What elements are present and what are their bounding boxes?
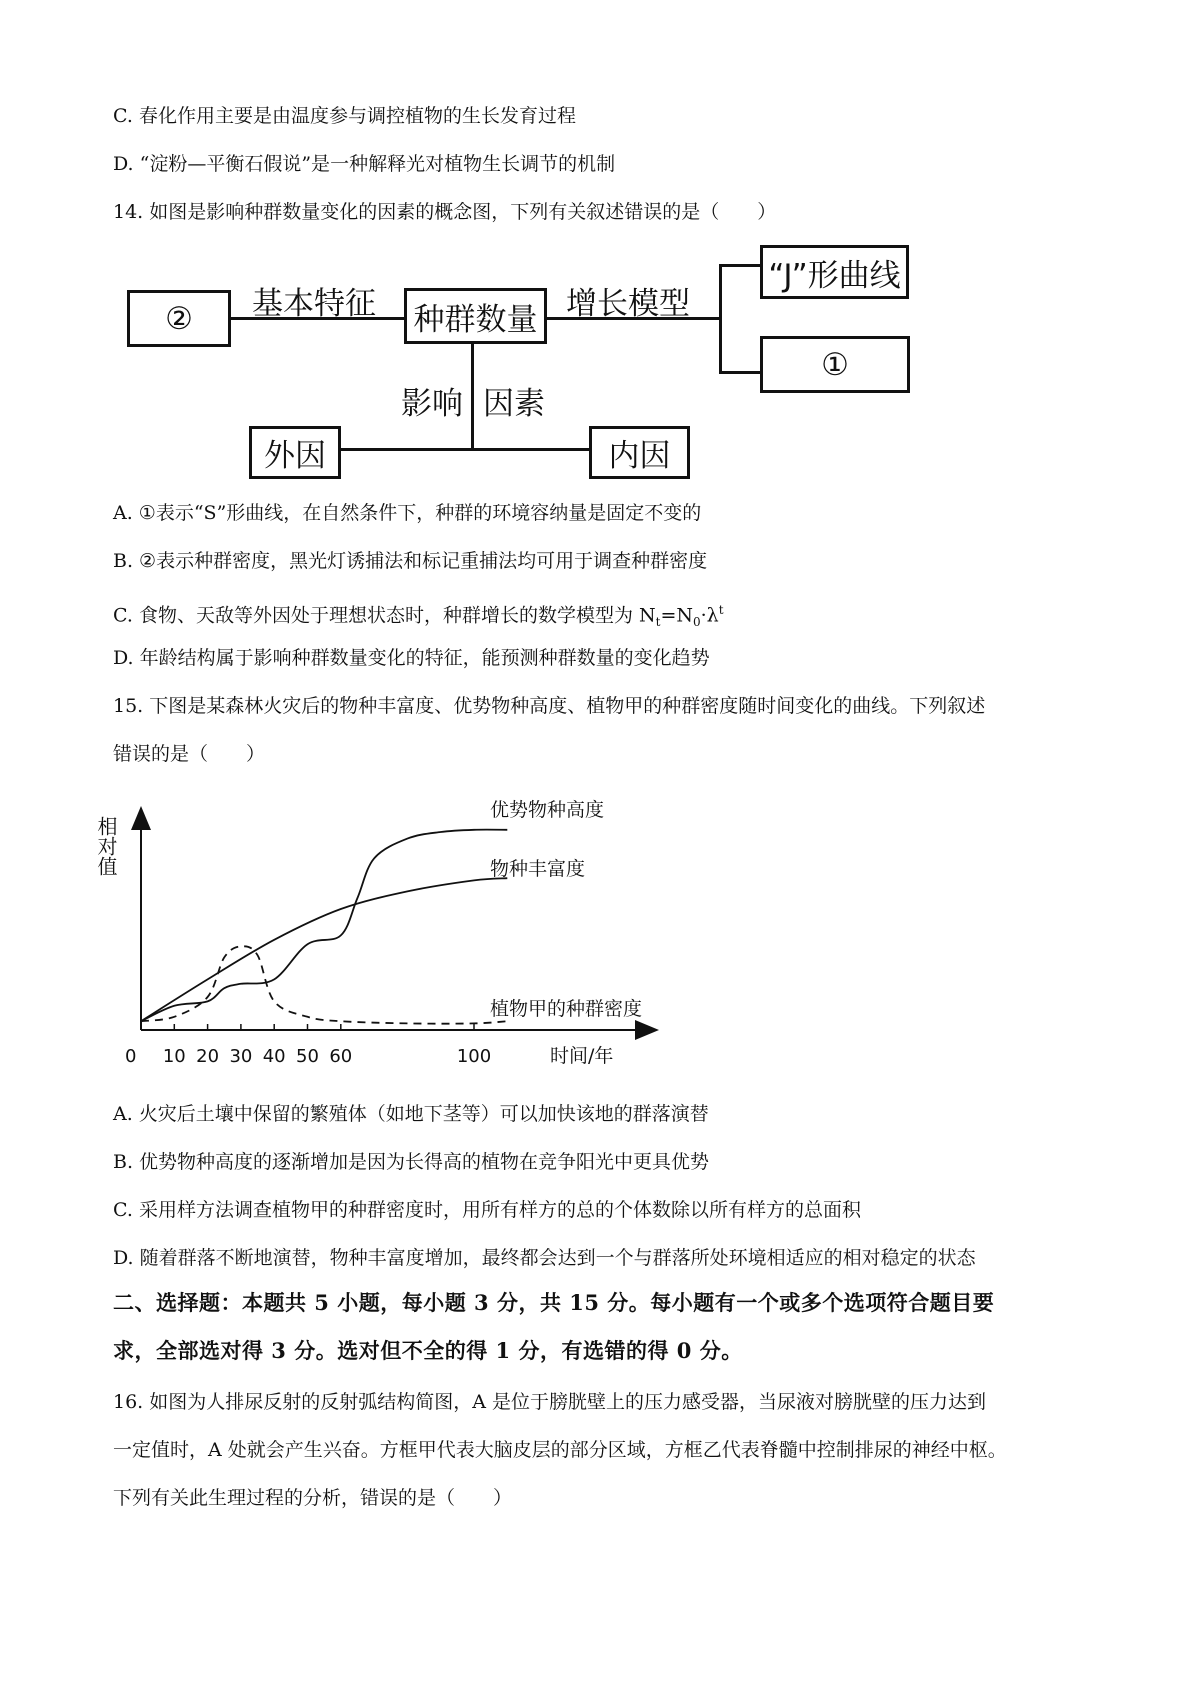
q14-stem: 14. 如图是影响种群数量变化的因素的概念图，下列有关叙述错误的是（ ） [113,201,777,223]
q15-option-a: A. 火灾后土壤中保留的繁殖体（如地下茎等）可以加快该地的群落演替 [113,1103,709,1125]
x-tick-label: 0 [125,1046,137,1067]
section2-instructions-line2: 求，全部选对得 3 分。选对但不全的得 1 分，有选错的得 0 分。 [113,1338,743,1363]
q15-option-b: B. 优势物种高度的逐渐增加是因为长得高的植物在竞争阳光中更具优势 [113,1151,710,1173]
q14-option-c: C. 食物、天敌等外因处于理想状态时，种群增长的数学模型为 $N_t=N_0\cdot\lambda^t$ [113,603,724,630]
q14-option-d: D. 年龄结构属于影响种群数量变化的特征，能预测种群数量的变化趋势 [113,647,710,669]
series-line-0 [141,830,507,1022]
diagram-label-influence: 影响 [401,386,463,422]
q15-option-c: C. 采用样方法调查植物甲的种群密度时，用所有样方的总的个体数除以所有样方的总面积 [113,1199,861,1221]
q15-stem-line1: 15. 下图是某森林火灾后的物种丰富度、优势物种高度、植物甲的种群密度随时间变化的曲线。下列叙述 [113,695,986,717]
x-tick-label: 100 [456,1046,492,1067]
section2-instructions-line1: 二、选择题：本题共 5 小题，每小题 3 分，共 15 分。每小题有一个或多个选项符合题目要 [113,1290,995,1315]
diagram-branch-top [719,264,760,267]
x-tick-label: 60 [329,1046,353,1067]
series-label-dominant-height: 优势物种高度 [490,799,605,821]
series-label-richness: 物种丰富度 [490,858,586,880]
diagram-edge-bottom [341,448,589,451]
q15-option-d: D. 随着群落不断地演替，物种丰富度增加，最终都会达到一个与群落所处环境相适应的相对稳定的状态 [113,1247,976,1269]
y-axis-label: 相对值 [94,816,118,876]
diagram-label-factor: 因素 [483,386,545,422]
diagram-edge-down [471,344,474,450]
q16-stem-line3: 下列有关此生理过程的分析，错误的是（ ） [113,1487,513,1509]
diagram-label-basic: 基本特征 [252,286,376,322]
diagram-box-external: 外因 [249,426,341,479]
series-line-2 [141,946,507,1023]
diagram-box-internal: 内因 [589,426,690,479]
x-tick-label: 40 [262,1046,286,1067]
x-tick-label: 20 [196,1046,220,1067]
diagram-box-j-curve: “J”形曲线 [760,245,909,299]
series-label-plant-density: 植物甲的种群密度 [490,998,643,1020]
x-tick-label: 10 [162,1046,186,1067]
x-axis-label: 时间/年 [550,1045,614,1067]
x-tick-label: 50 [296,1046,319,1067]
q16-stem-line2: 一定值时，A 处就会产生兴奋。方框甲代表大脑皮层的部分区域，方框乙代表脊髓中控制排尿的神经中枢。 [113,1439,1007,1461]
x-tick-label: 30 [229,1046,253,1067]
diagram-box-1: ① [760,336,910,393]
diagram-label-growth: 增长模型 [566,286,690,322]
q15-stem-line2: 错误的是（ ） [113,743,266,765]
diagram-center-box: 种群数量 [404,288,547,344]
diagram-box-2: ② [127,290,231,347]
succession-chart [94,790,700,1070]
q13-option-d: D. “淀粉—平衡石假说”是一种解释光对植物生长调节的机制 [113,153,616,175]
q14-option-a: A. ①表示“S”形曲线，在自然条件下，种群的环境容纳量是固定不变的 [113,502,702,524]
series-line-1 [141,878,507,1021]
diagram-branch-vertical [719,264,722,374]
diagram-branch-bottom [719,371,760,374]
q14-option-b: B. ②表示种群密度，黑光灯诱捕法和标记重捕法均可用于调查种群密度 [113,550,708,572]
q13-option-c: C. 春化作用主要是由温度参与调控植物的生长发育过程 [113,105,576,127]
q16-stem-line1: 16. 如图为人排尿反射的反射弧结构简图，A 是位于膀胱壁上的压力感受器，当尿液对膀胱壁的压力达到 [113,1391,987,1413]
